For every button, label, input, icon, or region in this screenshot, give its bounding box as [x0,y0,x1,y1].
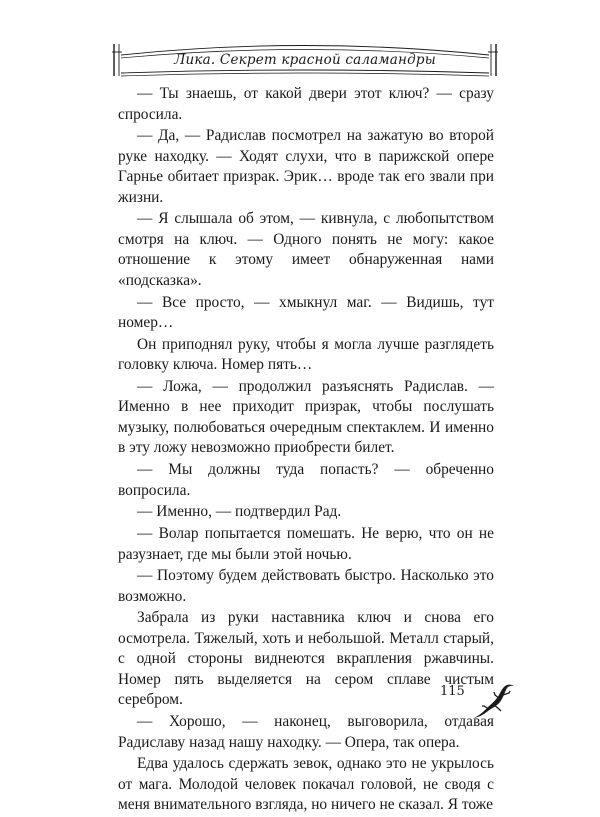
paragraph: — Мы должны туда попасть? — обреченно вопросила. [118,461,494,499]
book-title: Лика. Секрет красной саламандры [174,52,436,68]
paragraph: Он приподнял руку, чтобы я могла лучше разглядеть головку ключа. Номер пять… [118,335,494,374]
paragraph: — Поэтому будем действовать быстро. Насколько это возможно. [118,567,494,605]
paragraph: — Ложа, — продолжил разъяснять Радислав. — Именно в нее приходит призрак, чтобы послушать музыку, полюбоваться очередным спектаклем. И именно в эту ложу невозможно приобрести билет. [118,377,494,457]
page-number: 115 [440,684,465,699]
running-header [112,40,498,90]
paragraph: — Волар попытается помешать. Не верю, что он не разузнает, где мы были этой ночью. [118,525,494,563]
paragraph: Едва удалось сдержать зевок, однако это не укрылось от мага. Молодой человек покачал головой, не сводя с меня внимательного взгляда, но ничего не сказал. Я тоже [118,755,494,814]
paragraph: — Ты знаешь, от какой двери этот ключ? — сразу спросила. [118,85,494,123]
page-footer [440,682,520,726]
paragraph: — Да, — Радислав посмотрел на зажатую во второй руке находку. — Ходят слухи, что в парижской опере Гарнье обитает призрак. Эрик… вроде так его звали при жизни. [118,127,494,206]
body-text [118,84,494,817]
paragraph: Забрала из руки наставника ключ и снова его осмотрела. Тяжелый, хоть и небольшой. Металл старый, с одной стороны виднеются вкрапления ржавчины. Номер пять выделяется на сером сплаве чистым серебром. [118,609,494,709]
salamander-icon [470,682,520,722]
paragraph: — Все просто, — хмыкнул маг. — Видишь, тут номер… [118,293,494,332]
paragraph: — Хорошо, — наконец, выговорила, отдавая Радиславу назад нашу находку. — Опера, так опера. [118,713,494,751]
paragraph: — Я слышала об этом, — кивнула, с любопытством смотря на ключ. — Одного понять не могу: какое отношение к этому имеет обнаруженная нами «подсказка». [118,210,494,289]
paragraph: — Именно, — подтвердил Рад. [137,503,342,521]
